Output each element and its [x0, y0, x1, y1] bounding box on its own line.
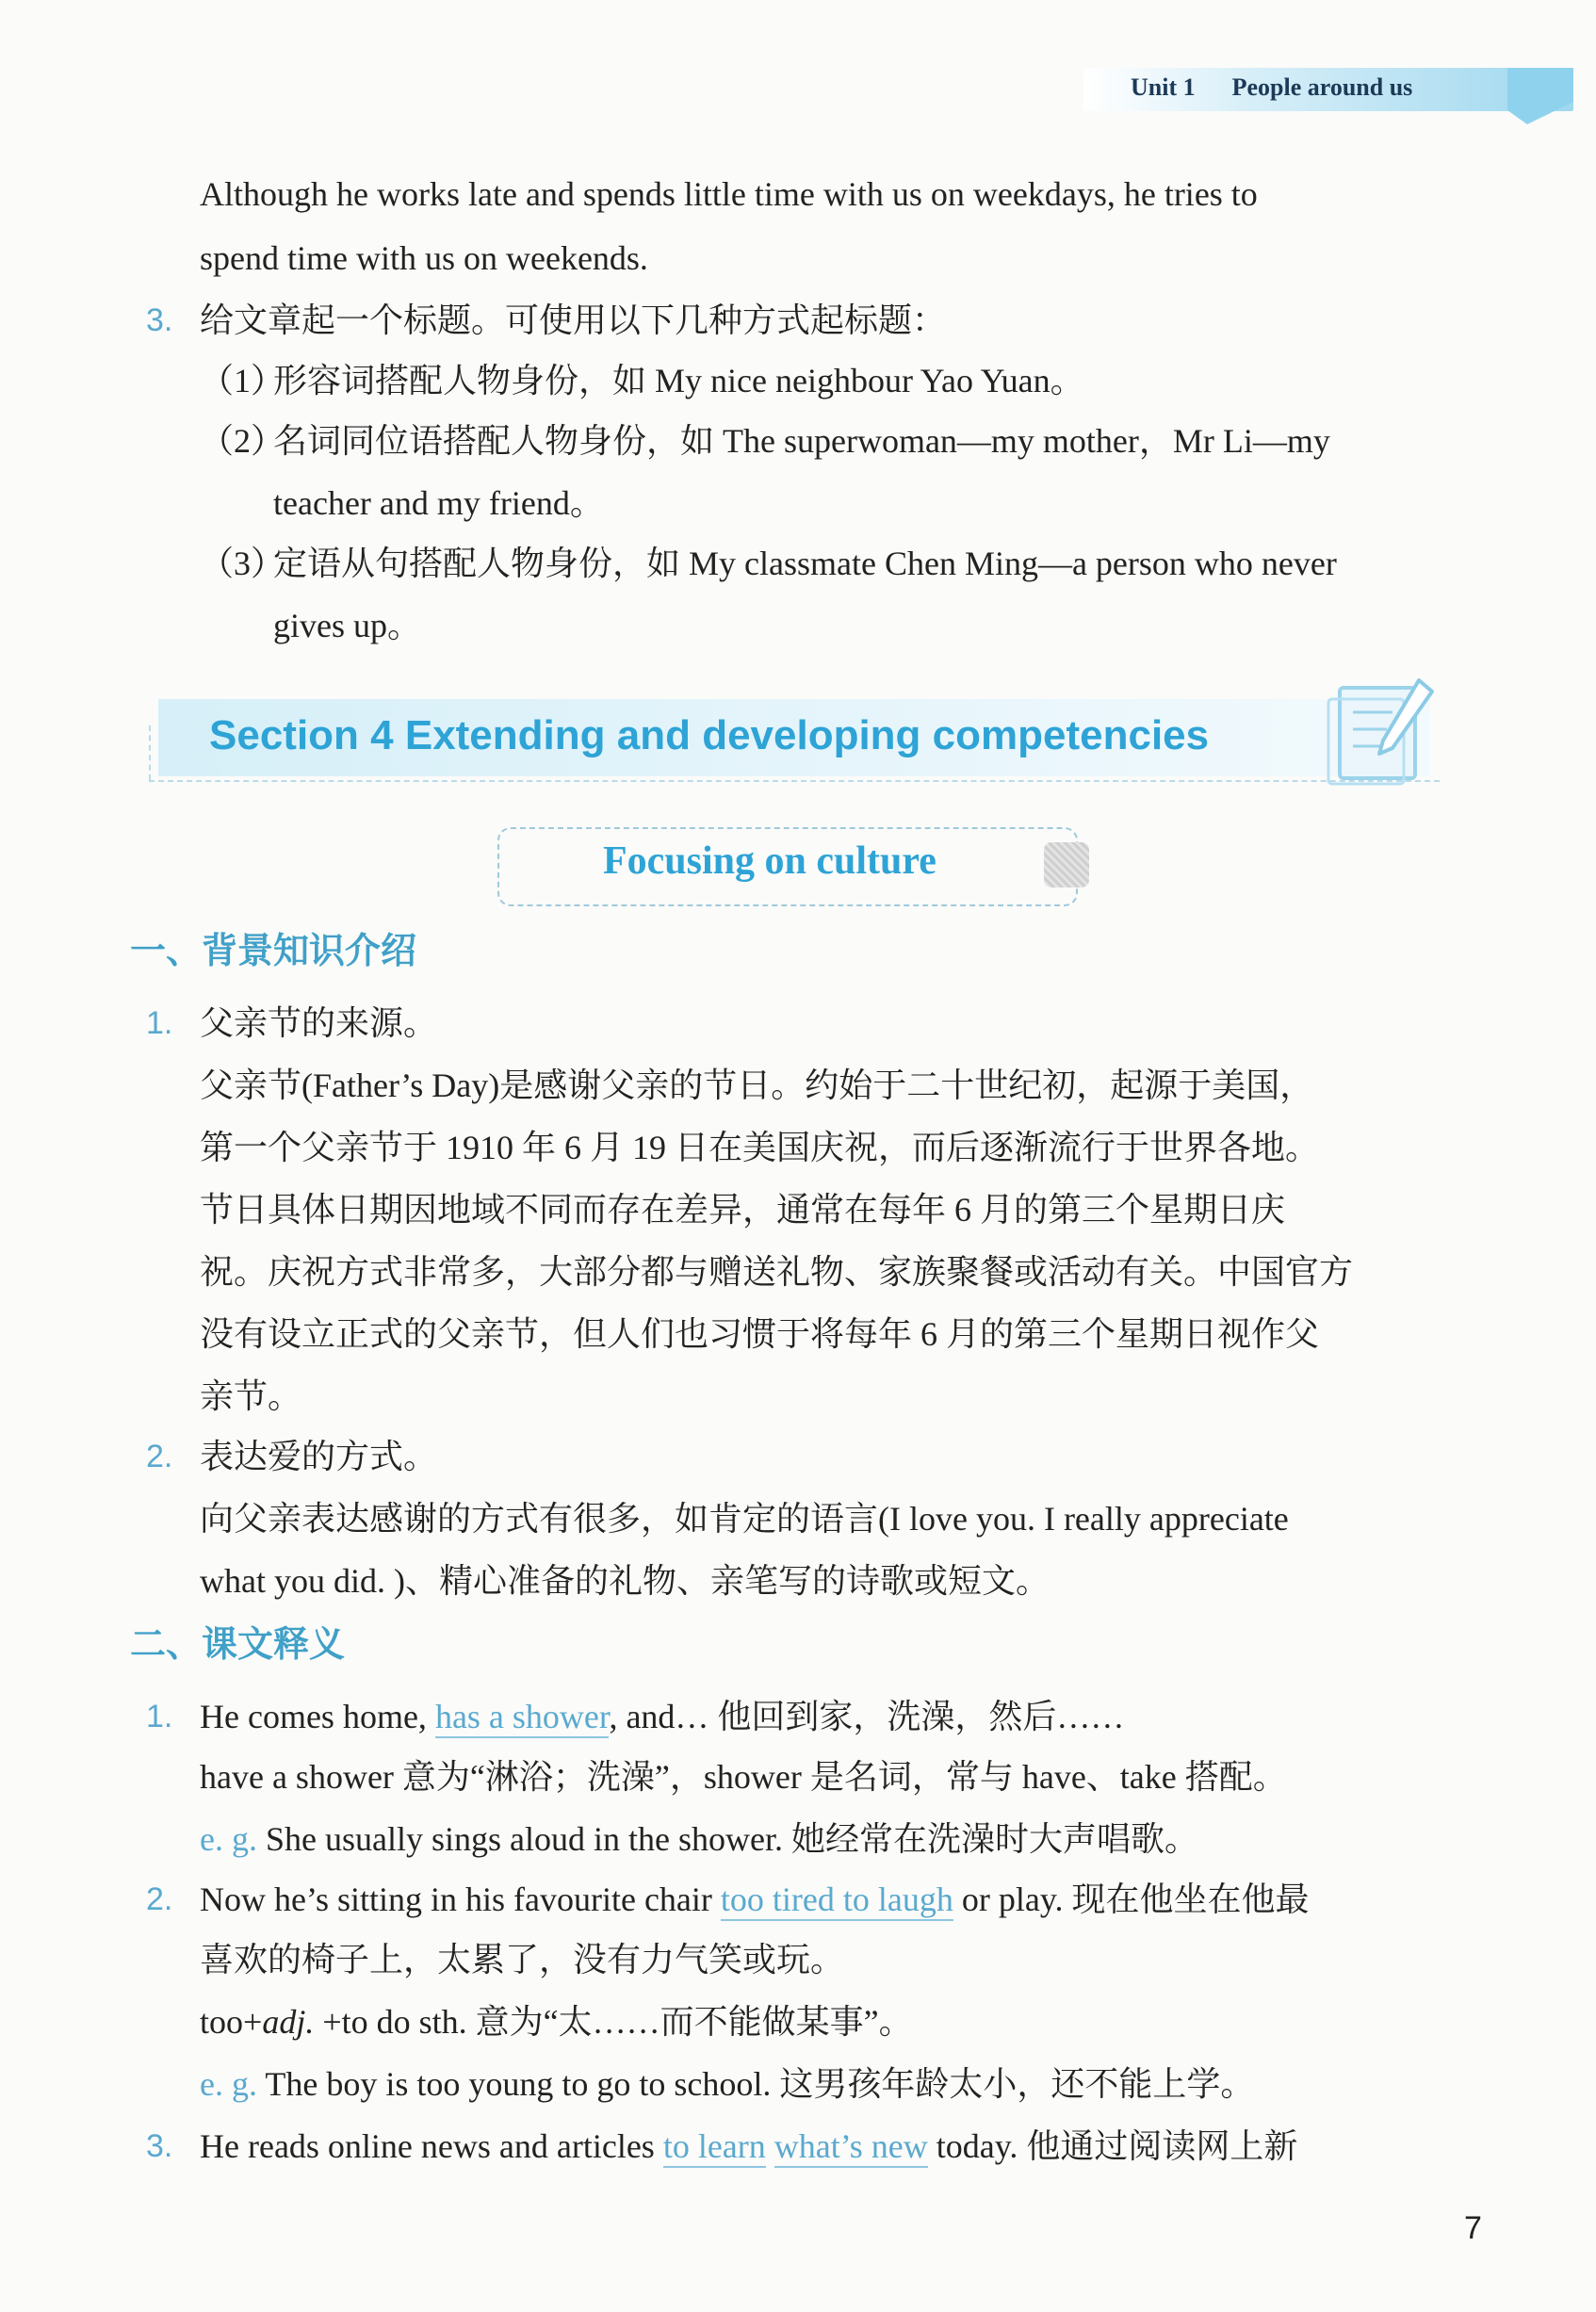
- note-3-post: today. 他通过阅读网上新: [927, 2127, 1298, 2165]
- note-2-explain-a: too+: [200, 2003, 263, 2041]
- culture-decoration-icon: [1044, 842, 1089, 887]
- section-title: Section 4 Extending and developing competencies: [209, 712, 1210, 758]
- note-2-line-2: 喜欢的椅子上，太累了，没有力气笑或玩。: [200, 1941, 845, 1978]
- tip-number: 3.: [146, 302, 173, 338]
- text-notes-heading: 二、课文释义: [130, 1625, 346, 1665]
- background-item-1-line-6: 亲节。: [200, 1377, 302, 1415]
- background-item-1-number: 1.: [146, 1005, 173, 1041]
- note-1-eg-text: She usually sings aloud in the shower. 她经常在洗澡时大声唱歌。: [265, 1820, 1198, 1858]
- background-item-2-number: 2.: [146, 1439, 173, 1474]
- note-1-pre: He comes home,: [200, 1698, 435, 1735]
- background-item-1-line-3: 节日具体日期因地域不同而存在差异，通常在每年 6 月的第三个星期日庆: [200, 1191, 1286, 1229]
- background-item-1-line-2: 第一个父亲节于 1910 年 6 月 19 日在美国庆祝，而后逐渐流行于世界各地。: [200, 1129, 1320, 1166]
- running-header: [1131, 73, 1412, 102]
- tip-text: 给文章起一个标题。可使用以下几种方式起标题：: [200, 301, 947, 339]
- note-1-number: 1.: [146, 1699, 173, 1734]
- header-ribbon-icon: [1507, 68, 1573, 124]
- background-item-2-line-2: what you did. )、精心准备的礼物、亲笔写的诗歌或短文。: [200, 1562, 1050, 1600]
- tip-item-3-label: （3）: [200, 545, 285, 582]
- note-1-sentence: [200, 1696, 1124, 1737]
- note-3-sentence: [200, 2125, 1297, 2167]
- note-1-post: , and… 他回到家，洗澡，然后……: [609, 1698, 1125, 1735]
- note-2-eg-label: e. g.: [200, 2065, 257, 2103]
- intro-line-2: spend time with us on weekends.: [200, 239, 648, 277]
- page-number: 7: [1464, 2210, 1482, 2246]
- tip-item-1-line-1: 形容词搭配人物身份，如 My nice neighbour Yao Yuan。: [273, 362, 1084, 399]
- background-item-2-title: 表达爱的方式。: [200, 1438, 438, 1475]
- culture-title: Focusing on culture: [603, 839, 936, 883]
- note-2-number: 2.: [146, 1881, 173, 1917]
- tip-item-3-line-2: gives up。: [273, 607, 421, 644]
- note-2-sentence: [200, 1879, 1310, 1920]
- note-1-example: [200, 1818, 1198, 1860]
- notebook-pencil-icon: [1327, 675, 1436, 786]
- tip-item-2-line-2: teacher and my friend。: [273, 484, 604, 522]
- note-1-phrase: has a shower: [435, 1698, 610, 1738]
- background-item-1-line-5: 没有设立正式的父亲节，但人们也习惯于将每年 6 月的第三个星期日视作父: [200, 1315, 1320, 1353]
- note-2-pre: Now he’s sitting in his favourite chair: [200, 1881, 721, 1918]
- section-divider-left: [149, 725, 151, 780]
- tip-item-3-line-1: 定语从句搭配人物身份，如 My classmate Chen Ming—a person who never: [273, 545, 1337, 582]
- unit-title: People around us: [1231, 73, 1413, 101]
- note-1-explanation: have a shower 意为“淋浴；洗澡”，shower 是名词，常与 have、take 搭配。: [200, 1758, 1287, 1796]
- background-item-2-line-1: 向父亲表达感谢的方式有很多，如肯定的语言(I love you. I really appreciate: [200, 1500, 1289, 1538]
- note-2-eg-text: The boy is too young to go to school. 这男孩年龄太小，还不能上学。: [265, 2065, 1255, 2103]
- note-2-explain-adj: adj.: [262, 2003, 315, 2041]
- tip-item-1-label: （1）: [200, 362, 285, 399]
- note-2-post: or play. 现在他坐在他最: [953, 1881, 1310, 1918]
- background-item-1-line-4: 祝。庆祝方式非常多，大部分都与赠送礼物、家族聚餐或活动有关。中国官方: [200, 1253, 1354, 1291]
- background-item-1-line-1: 父亲节(Father’s Day)是感谢父亲的节日。约始于二十世纪初，起源于美国，: [200, 1066, 1314, 1104]
- tip-item-2-line-1: 名词同位语搭配人物身份，如 The superwoman—my mother，Mr Li—my: [273, 422, 1330, 460]
- section-divider: [149, 780, 1440, 782]
- background-item-1-title: 父亲节的来源。: [200, 1004, 438, 1042]
- note-3-phrase-2: what’s new: [774, 2127, 928, 2168]
- unit-label: Unit 1: [1131, 73, 1196, 101]
- background-heading: 一、背景知识介绍: [130, 932, 417, 971]
- note-1-eg-label: e. g.: [200, 1820, 257, 1858]
- note-2-explain-b: +to do sth. 意为“太……而不能做某事”。: [314, 2003, 913, 2041]
- note-3-phrase-1: to learn: [663, 2127, 766, 2168]
- note-2-phrase: too tired to laugh: [721, 1881, 953, 1921]
- intro-line-1: Although he works late and spends little time with us on weekdays, he tries to: [200, 175, 1258, 213]
- tip-item-2-label: （2）: [200, 422, 285, 460]
- note-2-explanation: [200, 2001, 913, 2043]
- note-3-pre: He reads online news and articles: [200, 2127, 663, 2165]
- note-3-number: 3.: [146, 2128, 173, 2164]
- note-2-example: [200, 2063, 1254, 2105]
